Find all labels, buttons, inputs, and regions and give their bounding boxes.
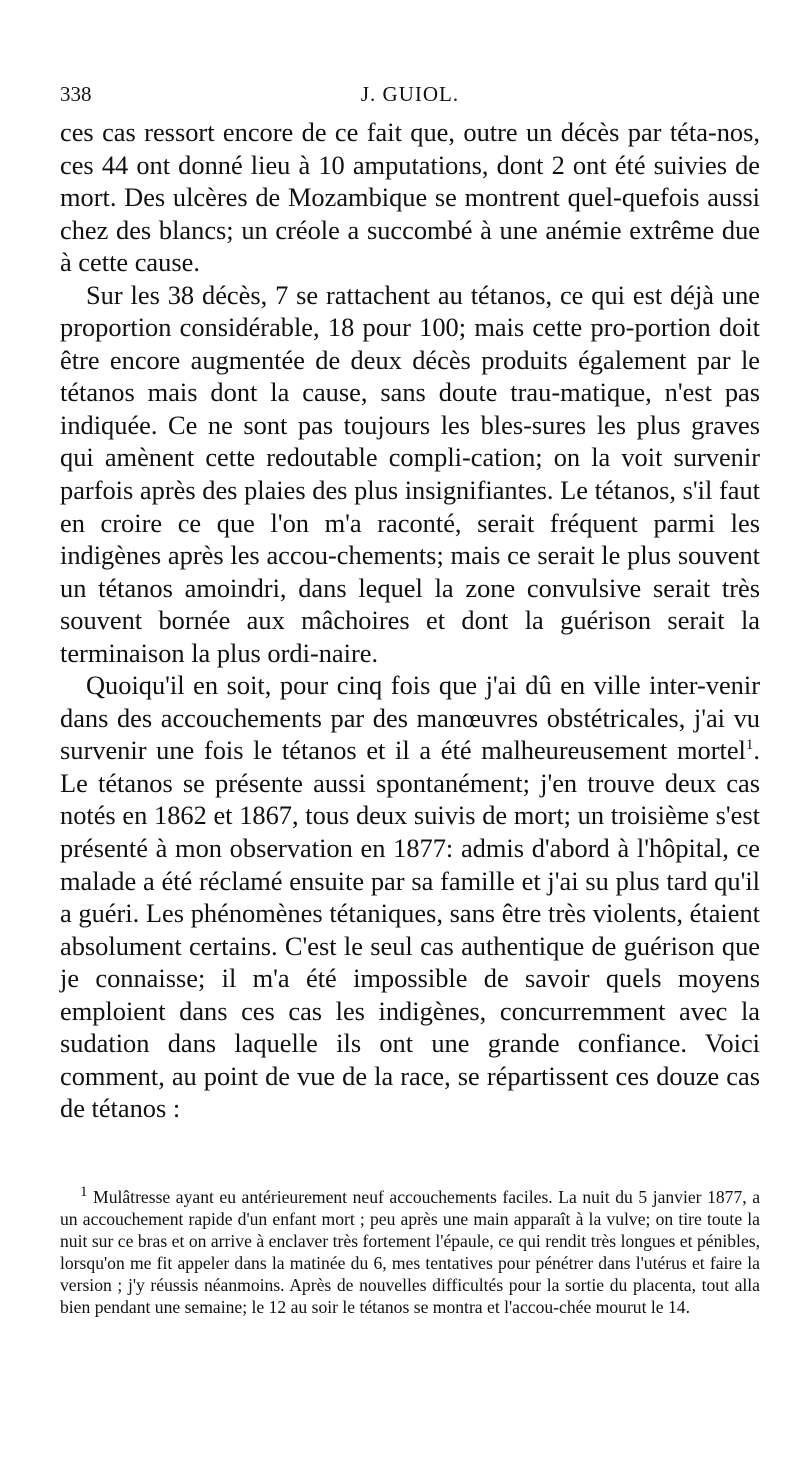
page-header	[60, 82, 760, 112]
main-text	[60, 116, 760, 1125]
page-number: 338	[60, 82, 92, 106]
footnote-reference[interactable]: 1	[745, 737, 754, 754]
footnote	[60, 1186, 760, 1318]
paragraph-text: Quoiqu'il en soit, pour cinq fois que j'ai dû en ville inter-venir dans des accouchements par des manœuvres obstétricales, j'ai vu survenir une fois le tétanos et il a été malheureusement mortel	[60, 670, 760, 766]
running-head: J. GUIOL.	[360, 82, 460, 106]
footnote-marker: 1	[80, 1184, 88, 1201]
paragraph-text: . Le tétanos se présente aussi spontanément; j'en trouve deux cas notés en 1862 et 1867, tous deux suivis de mort; un troisième s'est présenté à mon observation en 1877: admis d'abord à l'hôpital, ce malade a été réclamé ensuite par sa famille et j'ai su plus tard qu'il a guéri. Les phénomènes tétaniques, sans être très violents, étaient absolument certains. C'est le seul cas authentique de guérison que je connaisse; il m'a été impossible de savoir quels moyens emploient dans ces cas les indigènes, concurremment avec la sudation dans laquelle ils ont une grande confiance. Voici comment, au point de vue de la race, se répartissent ces douze cas de tétanos :	[60, 735, 760, 1124]
paragraph: ces cas ressort encore de ce fait que, outre un décès par téta-nos, ces 44 ont donné lieu à 10 amputations, dont 2 ont été suivies de mort. Des ulcères de Mozambique se montrent quel-quefois aussi chez des blancs; un créole a succombé à une anémie extrême due à cette cause.	[60, 117, 760, 278]
paragraph: Sur les 38 décès, 7 se rattachent au tétanos, ce qui est déjà une proportion considérable, 18 pour 100; mais cette pro-portion doit être encore augmentée de deux décès produits également par le tétanos mais dont la cause, sans doute trau-matique, n'est pas indiquée. Ce ne sont pas toujours les bles-sures les plus graves qui amènent cette redoutable compli-cation; on la voit survenir parfois après des plaies des plus insignifiantes. Le tétanos, s'il faut en croire ce que l'on m'a raconté, serait fréquent parmi les indigènes après les accou-chements; mais ce serait le plus souvent un tétanos amoindri, dans lequel la zone convulsive serait très souvent bornée aux mâchoires et dont la guérison serait la terminaison la plus ordi-naire.	[60, 279, 760, 668]
footnote-text: Mulâtresse ayant eu antérieurement neuf accouchements faciles. La nuit du 5 janvier 1877, a un accouchement rapide d'un enfant mort ; peu après une main apparaît à la vulve; on tire toute la nuit sur ce bras et on arrive à enclaver très fortement l'épaule, ce qui rendit très longues et pénibles, lorsqu'on me fit appeler dans la matinée du 6, mes tentatives pour pénétrer dans l'utérus et faire la version ; j'y réussis néanmoins. Après de nouvelles difficultés pour la sortie du placenta, tout alla bien pendant une semaine; le 12 au soir le tétanos se montra et l'accou-chée mourut le 14.	[60, 1187, 761, 1317]
paragraph	[60, 669, 760, 1125]
